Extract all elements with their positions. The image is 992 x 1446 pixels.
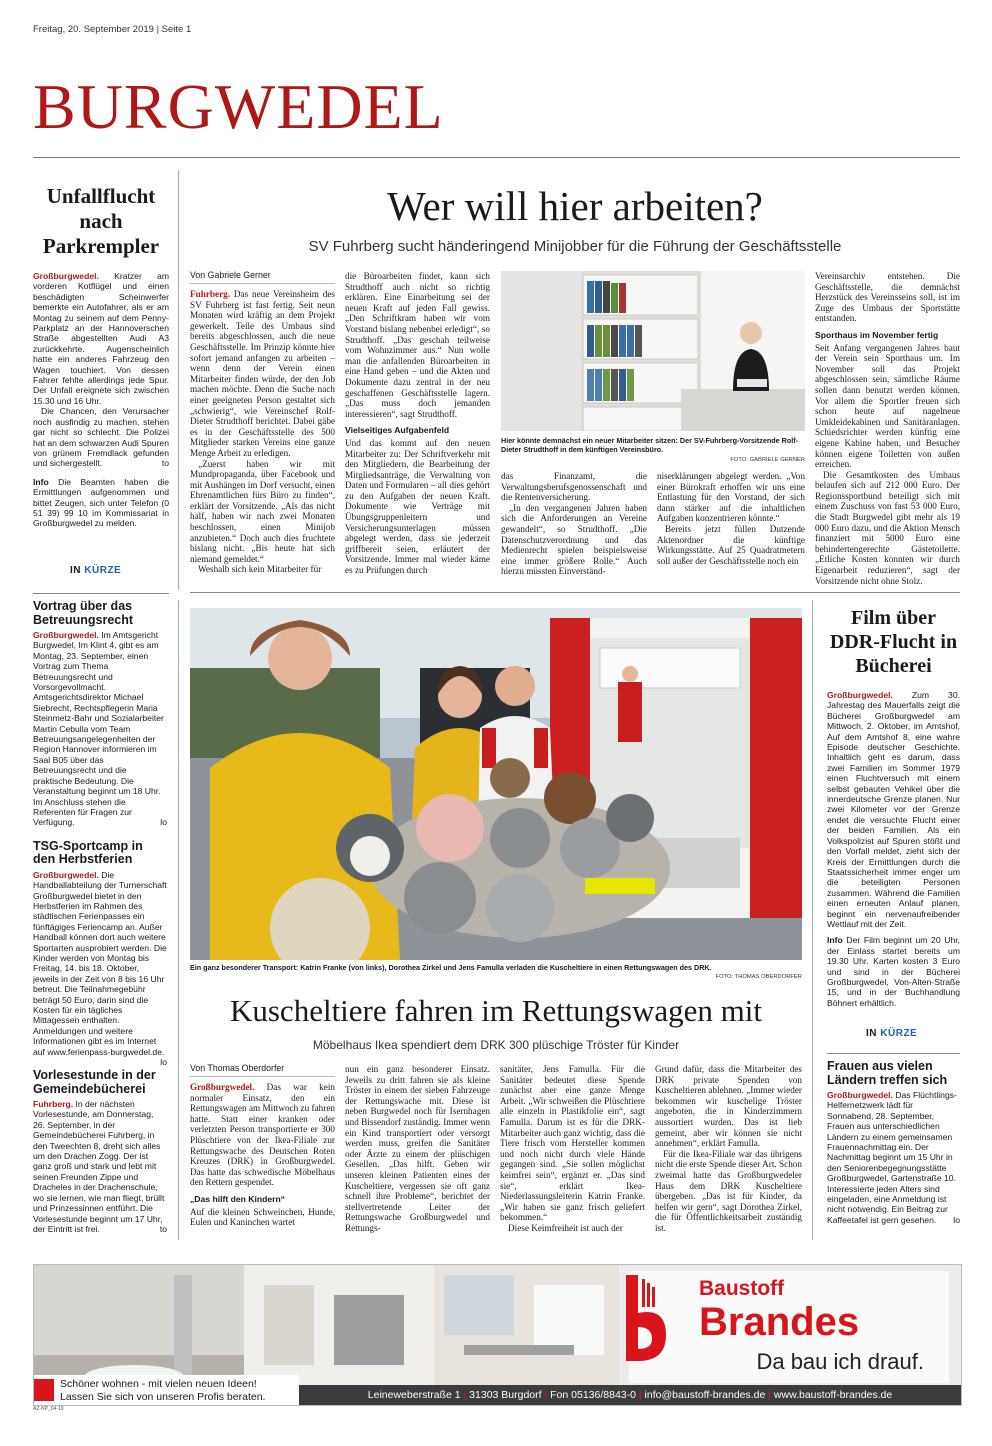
second-byline: Von Thomas Oberdorfer [190, 1063, 285, 1073]
brief-betreuungsrecht: Vortrag über das Betreuungsrecht Großburgwedel. Im Amtsgericht Burgwedel, Im Klint 4, gibt es am Montag, 23. September, einen Vortrag zum Thema Betreuungsrecht und Vorsorgevollmacht. Amtsgerichtsdirektor Michael Siebrecht, Rechtspflegerin Maria Steinmetz-Bahr und Sozialarbeiter Martin Cebulla vom Team Betreuungsangelegenheiten der Region Hannover informieren im Saal B05 über das Betreuungsrecht und die praktische Bedeutung. Die Veranstaltung beginnt um 18 Uhr. Im Anschluss stehen die Referenten für Fragen zur Verfügung. lo [33, 599, 167, 828]
main-col-2: die Büroarbeiten findet, kann sich Strudthoff auch nicht so richtig erklären. Eine Einarbeitung sei der neuen Kraft auf jeden Fall gewiss. „Den Schriftkram haben wir vom Vorstand bislang nebenbei erledigt“, so Strudthoff. „Das geschah teilweise vom Wohnzimmer aus.“ Nun wolle man die anfallenden Büroarbeiten in eine Hand geben – und die Akten und Dokumente dazu zentral in der neu geschaffenen Geschäftsstelle lagern. „Das muss doch jemanden interessieren“, sagt Strudthoff. Vielseitiges Aufgabenfeld Und das kommt auf den neuen Mitarbeiter zu: Der Schriftverkehr mit den Mitgliedern, die Bearbeitung der Mitgliedsanträge, die Verwaltung von Daten und Formularen – all dies gehört zu den Aufgaben der neuen Kraft. Dokumente wie Verträge mit Übungsgruppenleitern und Versicherungsunterlagen müssen abgelegt werden, dass sie jederzeit griffbereit seien, erläutert der Vorsitzende. Immer mal wieder käme es zu Prüfungen durch [345, 271, 490, 576]
kurze-rule [827, 1053, 960, 1054]
masthead-rule [33, 157, 960, 158]
ad-footnote: AZ-NP_04-19 [33, 1406, 64, 1412]
ad-brand-name: Brandes [699, 1300, 860, 1344]
rescue-photo-credit: FOTO: THOMAS OBERDORFER [715, 974, 802, 980]
left-story [33, 184, 169, 529]
left-story-headline: Unfallflucht nach Parkrempler [42, 184, 160, 258]
ad-address: Leineweberstraße 1 [367, 1389, 461, 1401]
right-story-headline: Film über DDR-Flucht in Bücherei [829, 607, 958, 677]
main-col-4: niserklärungen abgelegt werden. „Von einer Bürokraft erhoffen wir uns eine Entlastung für den Vorstand, der sich dann stärker auf die inhaltlichen Aufgaben konzentrieren könnte.“ Bereits jetzt füllen Dutzende Aktenordner die künftige Wirkungsstätte. Auf 25 Quadratmetern soll außer der Geschäftsstelle noch ein [657, 471, 805, 566]
left-briefs [33, 600, 167, 1234]
office-photo [501, 271, 805, 431]
byline-rule [190, 283, 335, 284]
ad-slogan: Da bau ich drauf. [756, 1349, 924, 1374]
ad-email[interactable]: info@baustoff-brandes.de [644, 1389, 766, 1401]
rescue-photo [190, 608, 802, 960]
ad-tagline-2: Lassen Sie sich von unseren Profis beraten. [60, 1391, 266, 1403]
brandes-logo-mark [624, 1273, 664, 1363]
ad-web[interactable]: www.baustoff-brandes.de [773, 1389, 893, 1401]
main-story-rule [190, 592, 960, 593]
brief-vorlesestunde: Vorlesestunde in der Gemeindebücherei Fuhrberg. In der nächsten Vorlesestunde, am Donnerstag, 26. September, in der Gemeindebücherei Fuhrberg, in den Tweechten 8, dreht sich alles um den Drachen Zogg. Der ist ganz groß und stark und lebt mit seinen Freunden Zippe und Dracheles in der Drachenschule, wo sie lernen, wie man fliegt, brüllt und Prinzessinnen entführt. Die Vorlesestunde beginnt um 17 Uhr, der Eintritt ist frei. to [33, 1068, 167, 1234]
column-rule [812, 600, 813, 1240]
main-col-3: das Finanzamt, die Verwaltungsberufsgenossenschaft und die Rentenversicherung. „In den vergangenen Jahren haben sich die Anforderungen an Vereine gewandelt“, so Strudthoff. „Die Datenschutzverordnung und das Medienrecht spielen beispielsweise eine immer größere Rolle.“ Auch hierzu müssten Einverständ- [501, 471, 647, 577]
ad-brand-top: Baustoff [699, 1277, 785, 1300]
ad-contact-bar: Leineweberstraße 1 | 31303 Burgdorf | Fon 05136/8843-0 | info@baustoff-brandes.de | www.baustoff-brandes.de [299, 1385, 961, 1405]
left-story-body: Großburgwedel. Kratzer am vorderen Kotflügel und einen beschädigten Scheinwerfer bemerkte ein Autofahrer, als er am Montag zu seinem auf dem Penny-Parkplatz an der Hannoverschen Straße abgestellten Audi A3 zurückkehrte. Augenscheinlich hatte ein anderes Fahrzeug den Wagen touchiert. Von dessen Fahrer fehlte allerdings jede Spur. Der Unfall ereignete sich zwischen 15.30 und 16 Uhr. Die Chancen, den Verursacher noch ausfindig zu machen, stehen gar nicht so schlecht. Die Polizei hat an dem schwarzen Audi Spuren von grünem Fremdlack gefunden und sichergestellt. to Info Die Beamten haben die Ermittlungen aufgenommen und bittet Zeugen, sich unter Telefon (0 51 39) 99 10 im Kommissariat in Großburgwedel zu melden. [33, 271, 169, 529]
ad-tagline-1: Schöner wohnen - mit vielen neuen Ideen! [60, 1378, 257, 1390]
main-headline: Wer will hier arbeiten? [387, 183, 763, 229]
brief-sportcamp: TSG-Sportcamp in den Herbstferien Großburgwedel. Die Handballabteilung der Turnerschaft Großburgwedel bietet in den Herbstferien im Rahmen des städtischen Ferienpasses ein fünftägiges Feriencamp an. Außer Handball können dort auch weitere Sportarten ausprobiert werden. Die Kinder werden von Montag bis Freitag, 14. bis 18. Oktober, jeweils in der Zeit von 8 bis 16 Uhr betreut. Die Teilnahmegebühr beträgt 50 Euro, darin sind die Kosten für ein tägliches Mittagessen enthalten. Anmeldungen und weitere Informationen gibt es im Internet auf www.ferienpass-burgwedel.de. lo [33, 838, 167, 1068]
main-byline: Von Gabriele Gerner [190, 270, 271, 280]
in-kurze-left: IN KÜRZE [70, 565, 122, 576]
office-photo-caption: Hier könnte demnächst ein neuer Mitarbeiter sitzen: Der SV-Fuhrberg-Vorsitzende Rolf-Dieter Strudthoff in dem künftigen Vereinsbüro. [501, 436, 798, 454]
ad-city: 31303 Burgdorf [469, 1389, 542, 1401]
right-story-body: Großburgwedel. Zum 30. Jahrestag des Mauerfalls zeigt die Bücherei Großburgwedel am Mittwoch, 2. Oktober, im Amtshof, Auf dem Amtshof 8, eine wahre Episode deutscher Geschichte. Inhaltlich geht es darum, dass zwei Familien im Sommer 1979 einen Fluchtversuch mit einem selbst gebauten Vehikel über die innerdeutsche Grenze planen. Nur zwei Kilometer vor der Grenze endet die versuchte Flucht einer der beiden Familien. Als ein Volkspolizist auf Spuren stößt und den Vorfall meldet, zieht sich der Kreis der Ermittlungen durch die Staatssicherheit immer enger um die beteiligten Personen zusammen. Während die Familien einen erneuten Anlauf planen, beginnt ein nervenaufreibender Wettlauf mit der Zeit. Info Der Film beginnt um 20 Uhr, der Einlass startet bereits um 19.30 Uhr. Karten kosten 3 Euro und sind in der Bücherei Großburgwedel, Von-Alten-Straße 15, und in der Buchhandlung Böhnert erhältlich. [827, 690, 960, 1008]
column-rule [178, 170, 179, 590]
main-col-1: Fuhrberg. Das neue Vereinsheim des SV Fuhrberg ist fast fertig. Seit neun Monaten wird kräftig an dem Projekt gewerkelt. Teile des Umbaus sind bereits abgeschlossen, auch die neue Geschäftsstelle. Im Prinzip könnte hier sofort jemand anfangen zu arbeiten – wenn denn der Verein einen Mitarbeiter finden würde, der den Job machen möchte. Denn die Suche nach einer geeigneten Person gestaltet sich „schwierig“, wie Vereinschef Rolf-Dieter Strudthoff berichtet. Dabei gäbe es in der Geschäftsstelle des 500 Mitglieder starken Vereins eine ganze Menge Arbeit zu erledigen. „Zuerst haben wir mit Mundpropaganda, über Facebook und mit Aushängen im Dorf versucht, einen Ehrenamtlichen fürs Büro zu finden“, erklärt der Vorsitzende. „Als das nicht half, haben wir nach zwei Monaten beschlossen, einen Minijob anzubieten.“ Doch auch dies fruchtete bislang nicht. „Bis heute hat sich niemand gemeldet.“ Weshalb sich kein Mitarbeiter für [190, 289, 336, 575]
advertisement[interactable] [33, 1264, 962, 1406]
office-photo-illustration [501, 271, 805, 431]
second-col-1: Großburgwedel. Das war kein normaler Einsatz, den ein Rettungswagen am Mittwoch zu fahren hatte. Statt einer kranken oder verletzten Person transportierte er 300 Plüschtiere von der Ikea-Filiale zur Rettungswache des Deutschen Roten Kreuzes (DRK) in Großburgwedel. Das hatte das schwedische Möbelhaus den Rettern gespendet. „Das hilft den Kindern“ Auf die kleinen Schweinchen, Hunde, Eulen und Kaninchen wartet [190, 1082, 335, 1228]
byline-rule [190, 1076, 335, 1077]
ad-phone: Fon 05136/8843-0 [550, 1389, 636, 1401]
rescue-photo-caption: Ein ganz besonderer Transport: Katrin Franke (von links), Dorothea Zirkel und Jens Famulla verladen die Kuscheltiere in einen Rettungswagen des DRK. [190, 963, 712, 972]
in-kurze-right: IN KÜRZE [866, 1028, 918, 1039]
column-rule [178, 600, 179, 1240]
second-subhead: Möbelhaus Ikea spendiert dem DRK 300 plüschige Tröster für Kinder [312, 1038, 680, 1052]
dateline: Freitag, 20. September 2019 | Seite 1 [33, 24, 192, 35]
right-story [827, 606, 960, 1008]
brief-frauen: Frauen aus vielen Ländern treffen sich Großburgwedel. Das Flüchtlings-Helfernetzwerk lädt für Sonnabend, 28. September, Frauen aus unterschiedlichen Ländern zu einem gemeinsamen Frauennachmittag ein. Der Nachmittag beginnt um 15 Uhr in den Seniorenbegegnungsstätte Großburgwedel, Gartenstraße 10. Interessierte jeden Alters sind eingeladen, eine Anmeldung ist nicht notwendig. Ein Beitrag zur Kaffeetafel ist gern gesehen. lo [827, 1059, 960, 1225]
left-story-location: Großburgwedel. [33, 271, 99, 281]
second-headline: Kuscheltiere fahren im Rettungswagen mit [229, 993, 762, 1028]
kurze-rule [33, 593, 169, 594]
main-col-5: Vereinsarchiv entstehen. Die Geschäftsstelle, die demnächst Herzstück des Vereinsseins soll, ist im Zuge des Umbaus der Sportstätte entstanden. Sporthaus im November fertig Seit Anfang vergangenen Jahres baut der Verein sein Sporthaus um. Im November soll das Projekt abgeschlossen sein, sämtliche Räume sollen dann benutzt werden können. Vor allem die Sportler freuen sich schon heute auf nagelneue Umkleidekabinen und Sanitäranlagen. Schiedsrichter werden künftig eine eigene Kabine haben, und Besucher können eigene Toiletten von außen erreichen. Die Gesamtkosten des Umbaus belaufen sich auf 212 000 Euro. Der Regionssportbund beteiligt sich mit einem Zuschuss von fast 53 000 Euro, die Stadt Burgwedel gibt mehr als 19 000 Euro dazu, und die Aktion Mensch finanziert mit 5000 Euro eine behindertengerechte Gästetoilette. „Etliche Kosten konnten wir durch Eigenarbeit reduzieren“, sagt der Vorsitzende nicht ohne Stolz. [815, 271, 960, 586]
second-col-2: nun ein ganz besonderer Einsatz. Jeweils zu dritt fahren sie als kleine Tröster in einem der sieben Fahrzeuge der Rettungswache mit. Diese ist neben Burgwedel noch für Isernhagen und Bissendorf zuständig. Immer wenn ein Kind transportiert oder versorgt werden muss, greifen die Sanitäter oder Ärzte zu einem der plüschigen Gesellen. „Das hilft. Geben wir unseren kleinen Patienten eines der Kuscheltiere, vergessen sie oft ganz schnell ihre Probleme“, berichtet der stellvertretende Leiter der Rettungswache Großburgwedel und Rettungs- [345, 1064, 490, 1233]
masthead: BURGWEDEL [33, 71, 444, 142]
office-photo-credit: FOTO: GABRIELE GERNER [730, 457, 805, 463]
ad-tagline-box [34, 1375, 299, 1405]
second-col-4: Grund dafür, dass die Mitarbeiter des DRK private Spenden von Kuscheltieren ablehnen. „Immer wieder bekommen wir kuschelige Tröster angeboten, die in Kinderzimmern aussortiert wurden. Das ist lieb gemeint, aber wir können sie nicht annehmen“, erklärt Famulla. Für die Ikea-Filiale war das übrigens nicht die erste Spende dieser Art. Schon zweimal hatte das Großburgwedeler Haus dem DRK Kuscheltiere übergeben. „Das ist für Kinder, da helfen wir gern“, sagt Dorothea Zirkel, die für Öffentlichkeitsarbeit zuständig ist. [655, 1064, 802, 1233]
ad-red-marker [34, 1379, 54, 1401]
second-col-3: sanitäter, Jens Famulla. Für die Sanitäter bedeutet diese Spende zunächst aber eine ganze Menge Arbeit. „Wir schweißen die Plüschtiere alle einzeln in Plastikfolie ein“, sagt Famulla. Darum ist es für die DRK-Mitarbeiter auch ganz wichtig, dass die Tiere frisch vom Hersteller kommen und noch nicht durch viele Hände gegangen sind. „Sie sollen möglichst keimfrei sein“, ergänzt er. „Das sind sie“, erklärt Ikea-Niederlassungsleiterin Katrin Franke. „Wir haben sie ganz frisch geliefert bekommen.“ Diese Keimfreiheit ist auch der [500, 1064, 645, 1233]
main-subhead: SV Fuhrberg sucht händeringend Minijobber für die Führung der Geschäftsstelle [308, 238, 842, 255]
rescue-photo-illustration [190, 608, 802, 960]
